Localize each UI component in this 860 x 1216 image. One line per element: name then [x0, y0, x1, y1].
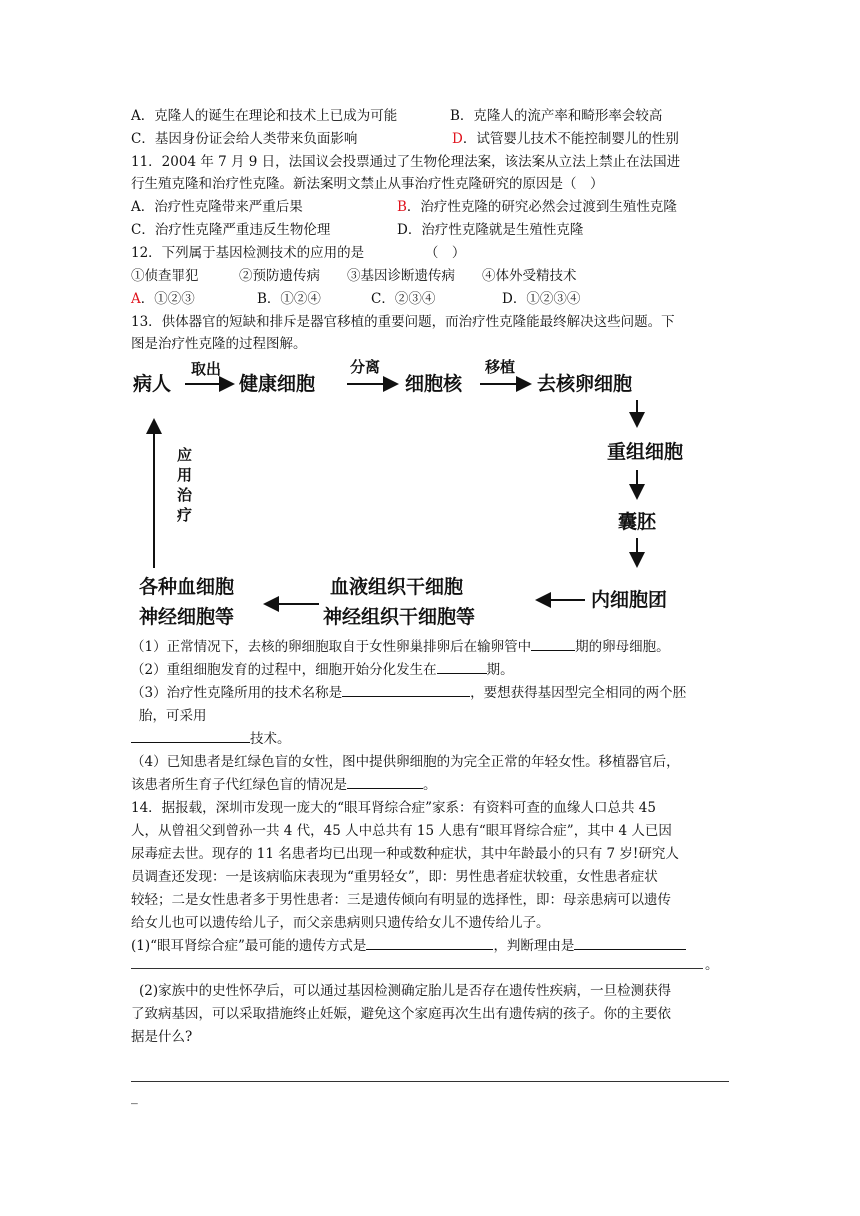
q13-sub4-blank[interactable]	[347, 774, 423, 789]
q11-option-a: A．治疗性克隆带来严重后果	[131, 199, 303, 215]
q14-sub2-line3: 据是什么?	[131, 1029, 193, 1045]
q13-sub4-tail: 。	[423, 777, 437, 793]
q13-sub4-line1: （4）已知患者是红绿色盲的女性，图中提供卵细胞的为完全正常的年轻女性。移植器官后，	[131, 754, 680, 770]
q10-option-a: A．克隆人的诞生在理论和技术上已成为可能	[131, 108, 398, 124]
q13-sub1	[131, 636, 670, 658]
q13-sub3-text: （3）治疗性克隆所用的技术名称是	[131, 685, 343, 701]
q10-answer-letter: D	[452, 131, 463, 147]
label-transplant: 移植	[485, 358, 516, 376]
q12-option-d: D．①②③④	[502, 291, 581, 307]
node-healthy-cell: 健康细胞	[239, 373, 316, 395]
q14-sub1-period: 。	[705, 957, 719, 973]
q13-sub2-blank[interactable]	[437, 659, 487, 674]
node-stem-cells-2: 神经组织干细胞等	[323, 606, 476, 628]
node-blastocyst: 囊胚	[618, 511, 657, 533]
q13-sub4-line2	[131, 774, 437, 796]
node-enucleated-egg: 去核卵细胞	[537, 373, 633, 395]
label-apply-3: 治	[177, 486, 193, 504]
q12-items: ①侦查罪犯 ②预防遗传病 ③基因诊断遗传病 ④体外受精技术	[131, 268, 577, 284]
q14-sub1	[131, 935, 686, 957]
node-recombined-cell: 重组细胞	[607, 441, 684, 463]
q13-sub3-blank-1[interactable]	[342, 682, 470, 697]
q12-stem: 12．下列属于基因检测技术的应用的是 （ ）	[131, 245, 466, 261]
q11-option-b-text: ．治疗性克隆的研究必然会过渡到生殖性克隆	[406, 199, 677, 215]
q10-option-b: B．克隆人的流产率和畸形率会较高	[450, 108, 663, 124]
q11-option-c: C．治疗性克隆严重违反生物伦理	[131, 222, 331, 238]
q14-sub2-answer-line[interactable]	[131, 1081, 729, 1082]
q13-sub3	[131, 682, 686, 704]
q14-sub1-blank-1[interactable]	[366, 935, 493, 950]
q11-answer-letter: B	[397, 199, 407, 215]
q11-option-d: D．治疗性克隆就是生殖性克隆	[397, 222, 584, 238]
q14-sub2-line2: 了致病基因，可以采取措施终止妊娠，避免这个家庭再次生出有遗传病的孩子。你的主要依	[131, 1006, 671, 1022]
q14-sub1-blank-2[interactable]	[574, 935, 686, 950]
q13-sub1-text: （1）正常情况下，去核的卵细胞取自于女性卵巢排卵后在输卵管中	[131, 639, 532, 655]
q12-option-a	[131, 288, 195, 310]
q13-sub2	[131, 659, 514, 681]
label-apply-4: 疗	[177, 506, 193, 524]
q14-sub2-line1: (2)家族中的史性怀孕后，可以通过基因检测确定胎儿是否存在遗传性疾病，一旦检测获得	[139, 983, 672, 999]
q13-sub1-tail: 期的卵母细胞。	[575, 639, 670, 655]
node-blood-cells-2: 神经细胞等	[139, 606, 235, 628]
label-take-out: 取出	[191, 360, 222, 378]
q13-sub3-mid: ，要想获得基因型完全相同的两个胚	[470, 685, 687, 701]
q13-sub3-blank-2[interactable]	[131, 728, 250, 743]
node-stem-cells-1: 血液组织干细胞	[330, 576, 464, 598]
q11-stem-line2: 行生殖克隆和治疗性克隆。新法案明文禁止从事治疗性克隆研究的原因是（ ）	[131, 176, 604, 192]
q14-stem-line6: 给女儿也可以遗传给儿子，而父亲患病则只遗传给女儿不遗传给儿子。	[131, 915, 550, 931]
q13-stem-line2: 图是治疗性克隆的过程图解。	[131, 336, 307, 352]
q13-sub3-line2: 胎，可采用	[139, 708, 207, 724]
q14-sub1-answer-line[interactable]	[131, 968, 703, 969]
node-blood-cells-1: 各种血细胞	[139, 576, 235, 598]
therapeutic-cloning-diagram	[125, 348, 725, 638]
label-apply-2: 用	[177, 466, 193, 484]
q11-stem-line1: 11．2004 年 7 月 9 日，法国议会投票通过了生物伦理法案，该法案从立法上禁止在法国进	[131, 154, 681, 170]
q10-option-c: C．基因身份证会给人类带来负面影响	[131, 131, 358, 147]
q14-stem-line3: 尿毒症去世。现存的 11 名患者均已出现一种或数种症状，其中年龄最小的只有 7 岁!研究人	[131, 846, 679, 862]
node-nucleus: 细胞核	[405, 373, 463, 395]
q14-sub1-mid: ，判断理由是	[493, 938, 575, 954]
q13-stem-line1: 13．供体器官的短缺和排斥是器官移植的重要问题，而治疗性克隆能最终解决这些问题。下	[131, 314, 675, 330]
q14-stem-line2: 人，从曾祖父到曾孙一共 4 代，45 人中总共有 15 人患有“眼耳肾综合症”，其中 4 人已因	[131, 823, 672, 839]
q13-sub1-blank[interactable]	[531, 636, 575, 651]
q12-answer-letter: A	[131, 291, 141, 307]
q14-sub2-dash: _	[131, 1089, 138, 1105]
q10-option-d-text: ．试管婴儿技术不能控制婴儿的性别	[462, 131, 679, 147]
q13-sub4-text: 该患者所生育子代红绿色盲的情况是	[131, 777, 347, 793]
q12-option-a-text: ．①②③	[140, 291, 195, 307]
q14-sub1-text: (1)“眼耳肾综合症”最可能的遗传方式是	[131, 938, 367, 954]
q10-option-d	[452, 128, 679, 150]
q13-sub2-text: （2）重组细胞发育的过程中，细胞开始分化发生在	[131, 662, 437, 678]
q14-stem-line4: 员调查还发现：一是该病临床表现为“重男轻女”，即：男性患者症状较重，女性患者症状	[131, 869, 658, 885]
node-inner-cell-mass: 内细胞团	[591, 589, 668, 611]
node-patient: 病人	[133, 373, 172, 395]
q12-option-b: B．①②④	[257, 291, 321, 307]
q11-option-b	[397, 196, 677, 218]
q13-sub3-tail: 技术。	[250, 731, 291, 747]
q13-sub2-tail: 期。	[486, 662, 514, 678]
q13-sub3-line3	[131, 728, 291, 750]
label-separate: 分离	[350, 358, 381, 376]
q14-stem-line1: 14．据报载，深圳市发现一庞大的“眼耳肾综合症”家系：有资料可查的血缘人口总共 45	[131, 800, 656, 816]
label-apply-1: 应	[177, 446, 193, 464]
q12-option-c: C．②③④	[371, 291, 436, 307]
q14-stem-line5: 较轻；二是女性患者多于男性患者：三是遗传倾向有明显的选择性，即：母亲患病可以遗传	[131, 892, 671, 908]
